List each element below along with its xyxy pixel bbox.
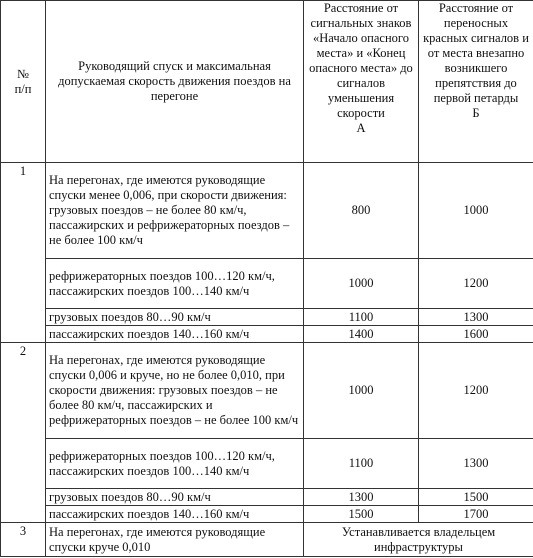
row-description: На перегонах, где имеются руководящие спуски менее 0,006, при скорости движения: грузовых поездов – не более 80 км/ч, пассажирских и рефрижераторных поездов – не более 100 км/ч — [46, 163, 304, 259]
header-column-b-letter: Б — [472, 106, 480, 120]
row-description: рефрижераторных поездов 100…120 км/ч, пассажирских поездов 100…140 км/ч — [46, 259, 304, 309]
header-column-a-letter: А — [356, 121, 366, 135]
header-row — [1, 1, 533, 163]
row-number: 3 — [1, 523, 46, 557]
table-row — [1, 506, 533, 523]
header-column-b-text: Расстояние от переносных красных сигналов и от места внезапно возникшего препятствия до первой петарды — [423, 1, 529, 105]
table-row — [1, 439, 533, 489]
value-b: 1200 — [419, 343, 533, 439]
table-row — [1, 259, 533, 309]
value-a: 1100 — [304, 309, 419, 326]
row-description: пассажирских поездов 140…160 км/ч — [46, 326, 304, 343]
header-number-sign: № — [17, 66, 29, 81]
value-b: 1600 — [419, 326, 533, 343]
row-description: На перегонах, где имеются руководящие спуски 0,006 и круче, но не более 0,010, при скорости движения: грузовых поездов – не более 80 км/ч, пассажирских и рефрижераторных поездов – не более 100 км/ч — [46, 343, 304, 439]
value-b: 1300 — [419, 309, 533, 326]
value-b: 1200 — [419, 259, 533, 309]
value-a: 1000 — [304, 343, 419, 439]
value-a: 1300 — [304, 489, 419, 506]
value-a: 1100 — [304, 439, 419, 489]
value-a: 1400 — [304, 326, 419, 343]
row-number: 2 — [1, 343, 46, 523]
header-descent: Руководящий спуск и максимальная допускаемая скорость движения поездов на перегоне — [46, 1, 304, 163]
header-column-a — [304, 1, 419, 163]
table-row — [1, 163, 533, 259]
row-description: грузовых поездов 80…90 км/ч — [46, 489, 304, 506]
table-row — [1, 489, 533, 506]
row-description: На перегонах, где имеются руководящие спуски круче 0,010 — [46, 523, 304, 557]
row-description: грузовых поездов 80…90 км/ч — [46, 309, 304, 326]
header-number — [1, 1, 46, 163]
value-b: 1700 — [419, 506, 533, 523]
row-description: пассажирских поездов 140…160 км/ч — [46, 506, 304, 523]
header-column-a-text: Расстояние от сигнальных знаков «Начало опасного места» и «Конец опасного места» до сигналов уменьшения скорости — [309, 1, 413, 120]
table-row — [1, 343, 533, 439]
value-a: 1500 — [304, 506, 419, 523]
table-row — [1, 309, 533, 326]
header-number-abbr: п/п — [14, 81, 32, 96]
value-b: 1000 — [419, 163, 533, 259]
row-description: рефрижераторных поездов 100…120 км/ч, пассажирских поездов 100…140 км/ч — [46, 439, 304, 489]
value-b: 1300 — [419, 439, 533, 489]
value-a: 800 — [304, 163, 419, 259]
header-column-b — [419, 1, 533, 163]
value-b: 1500 — [419, 489, 533, 506]
merged-value-ab: Устанавливается владельцем инфраструктуры — [304, 523, 533, 557]
row-number: 1 — [1, 163, 46, 343]
table-row — [1, 326, 533, 343]
value-a: 1000 — [304, 259, 419, 309]
table-row — [1, 523, 533, 557]
